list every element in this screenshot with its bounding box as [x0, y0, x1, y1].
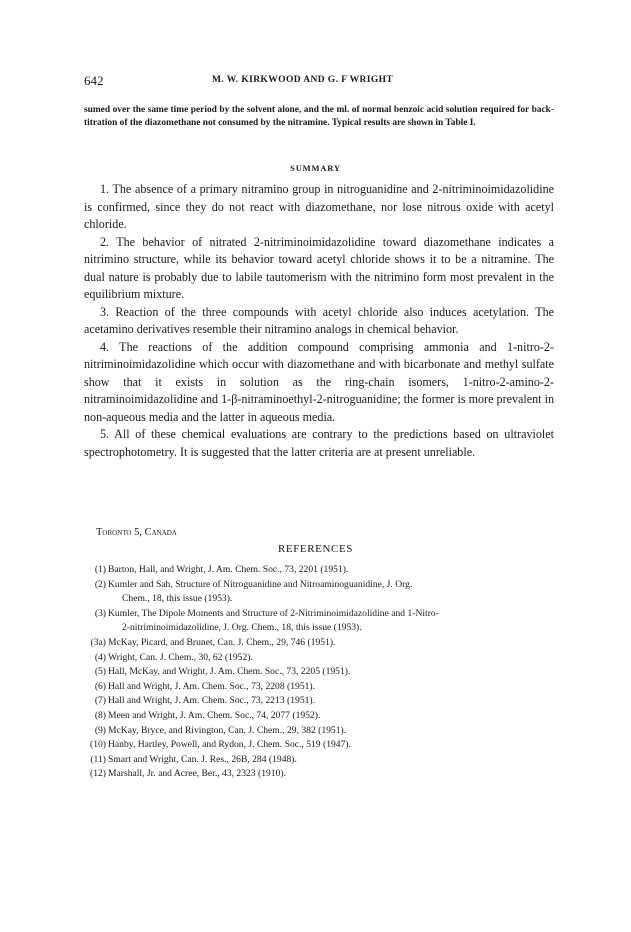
- references-heading: REFERENCES: [277, 543, 354, 555]
- summary-heading: SUMMARY: [290, 163, 341, 173]
- reference-text: Meen and Wright, J. Am. Chem. Soc., 74, 2077 (1952).: [108, 709, 321, 721]
- page-header: [84, 73, 554, 89]
- summary-item: 5. All of these chemical evaluations are contrary to the predictions based on ultraviolet spectrophotometry. It is suggested that the latter criteria are at present unreliable.: [84, 427, 554, 459]
- reference-item: [84, 753, 554, 768]
- reference-number: (11): [90, 753, 106, 765]
- reference-text: Hall and Wright, J. Am. Chem. Soc., 73, 2213 (1951).: [108, 695, 316, 707]
- reference-text: Marshall, Jr. and Acree, Ber., 43, 2323 (1910).: [108, 768, 286, 780]
- reference-number: (3): [94, 607, 106, 619]
- running-head: M. W. KIRKWOOD AND G. F WRIGHT: [212, 75, 394, 85]
- summary-item: 3. Reaction of the three compounds with acetyl chloride also induces acetylation. The acetamino derivatives resemble their nitramino analogs in chemical behavior.: [84, 304, 554, 336]
- reference-item: [84, 694, 554, 709]
- reference-item: [84, 636, 554, 651]
- reference-item: [84, 665, 554, 680]
- reference-item: [84, 563, 554, 578]
- reference-number: (3a): [90, 636, 106, 648]
- author-location: Toronto 5, Canada: [96, 527, 177, 538]
- summary-item: 2. The behavior of nitrated 2-nitriminoimidazolidine toward diazomethane indicates a nitrimino structure, while its behavior toward acetyl chloride shows it to be a nitramine. The dual nature is probably due to labile tautomerism with the nitrimino form most prevalent in the equilibrium mixture.: [84, 234, 554, 301]
- reference-text: McKay, Bryce, and Rivington, Can. J. Chem., 29, 382 (1951).: [108, 724, 347, 736]
- references-list: [84, 563, 554, 782]
- reference-text: Hanby, Hartley, Powell, and Rydon, J. Chem. Soc., 519 (1947).: [108, 739, 351, 751]
- reference-item: [84, 607, 554, 636]
- reference-number: (4): [94, 651, 106, 663]
- reference-number: (5): [94, 666, 106, 678]
- reference-number: (7): [94, 695, 106, 707]
- reference-text-continued: Chem., 18, this issue (1953).: [122, 593, 233, 605]
- reference-text: Hall, McKay, and Wright, J. Am. Chem. Soc., 73, 2205 (1951).: [108, 666, 351, 678]
- reference-text: Kumler, The Dipole Moments and Structure of 2-Nitriminoimidazolidine and 1-Nitro-: [108, 607, 439, 619]
- reference-text: Kumler and Sah, Structure of Nitroguanidine and Nitroaminoguanidine, J. Org.: [108, 578, 413, 590]
- reference-number: (9): [94, 724, 106, 736]
- reference-item: [84, 578, 554, 607]
- reference-item: [84, 680, 554, 695]
- reference-number: (8): [94, 709, 106, 721]
- summary-item: 4. The reactions of the addition compound comprising ammonia and 1-nitro-2-nitriminoimidazolidine which occur with diazomethane and with bicarbonate and methyl sulfate show that it exists in solution as the ring-chain isomers, 1-nitro-2-amino-2-nitraminoimidazolidine and 1-β-nitraminoethyl-2-nitroguanidine; the former is more prevalent in non-aqueous media and the latter in aqueous media.: [84, 339, 554, 424]
- reference-text-continued: 2-nitriminoimidazolidine, J. Org. Chem., 18, this issue (1953).: [122, 622, 362, 634]
- reference-number: (12): [90, 768, 106, 780]
- reference-text: Barton, Hall, and Wright, J. Am. Chem. Soc., 73, 2201 (1951).: [108, 564, 349, 575]
- reference-number: (1): [94, 564, 106, 575]
- page-number: 642: [84, 73, 104, 88]
- reference-text: McKay, Picard, and Brunet, Can. J. Chem., 29, 746 (1951).: [108, 636, 336, 648]
- reference-item: [84, 651, 554, 666]
- reference-item: [84, 767, 554, 782]
- reference-text: Wright, Can. J. Chem., 30, 62 (1952).: [108, 651, 253, 663]
- reference-text: Hall and Wright, J. Am. Chem. Soc., 73, 2208 (1951).: [108, 680, 316, 692]
- summary-section: [84, 181, 554, 461]
- reference-item: [84, 709, 554, 724]
- reference-item: [84, 724, 554, 739]
- reference-number: (10): [90, 739, 106, 751]
- reference-text: Smart and Wright, Can. J. Res., 26B, 284 (1948).: [108, 753, 297, 765]
- reference-number: (2): [94, 578, 106, 590]
- reference-item: [84, 738, 554, 753]
- intro-paragraph: sumed over the same time period by the solvent alone, and the ml. of normal benzoic acid solution required for back-titration of the diazomethane not consumed by the nitramine. Typical results are shown in Table I.: [84, 105, 554, 128]
- reference-number: (6): [94, 680, 106, 692]
- summary-item: 1. The absence of a primary nitramino group in nitroguanidine and 2-nitriminoimidazolidine is confirmed, since they do not react with diazomethane, nor lose nitrous oxide with acetyl chloride.: [84, 182, 554, 231]
